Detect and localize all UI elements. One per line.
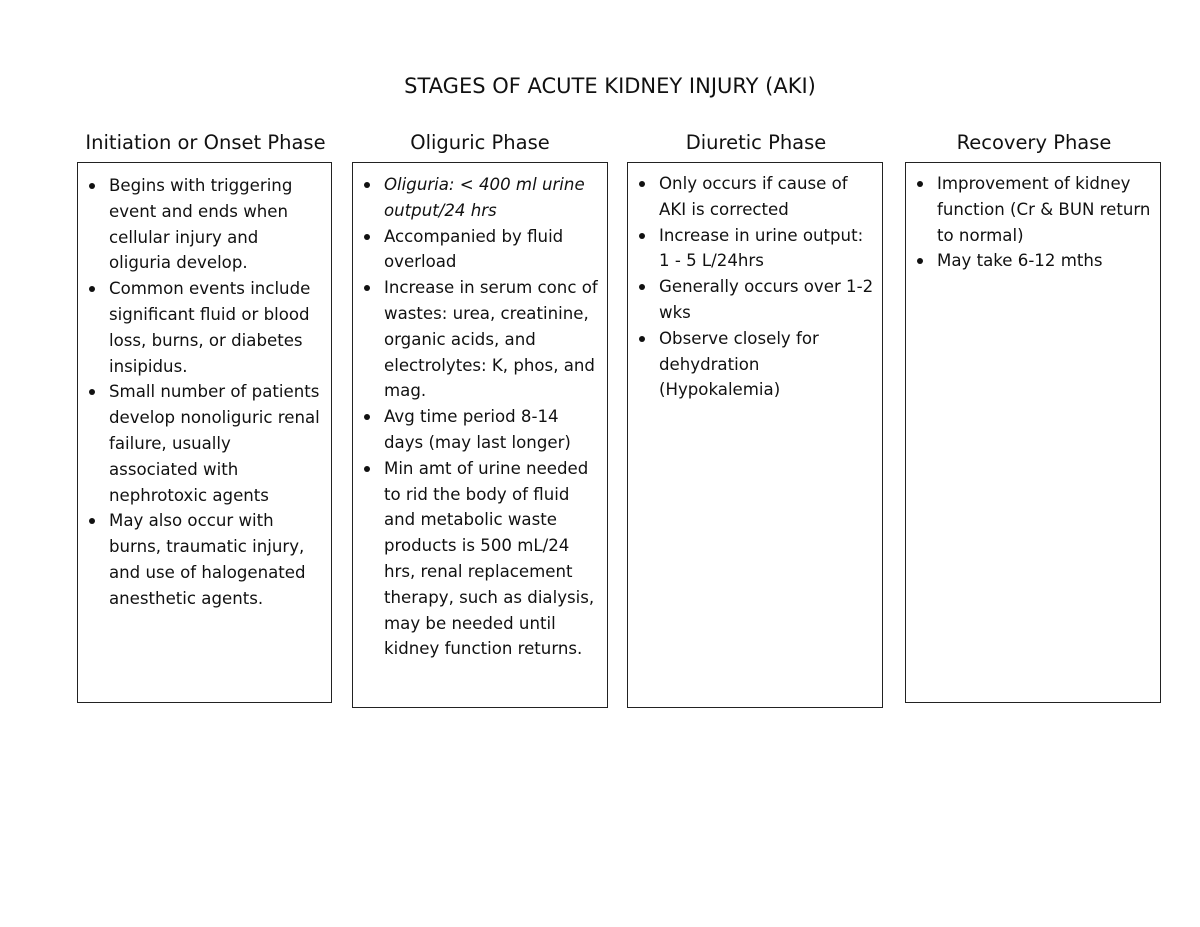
list-item: Increase in serum conc of wastes: urea, creatinine, organic acids, and electrolytes: K, phos, and mag. (354, 275, 599, 404)
diuretic-phase-heading: Diuretic Phase (685, 131, 827, 154)
list-item: May take 6-12 mths (907, 248, 1152, 274)
oliguric-phase-heading: Oliguric Phase (410, 131, 550, 154)
list-item (354, 172, 599, 224)
recovery-phase-box (905, 162, 1161, 703)
page-title: STAGES OF ACUTE KIDNEY INJURY (AKI) (404, 74, 816, 98)
oliguria-definition: Oliguria: < 400 ml urine output/24 hrs (384, 175, 585, 220)
list-item: Begins with triggering event and ends when cellular injury and oliguria develop. (79, 173, 323, 276)
initiation-phase-list (79, 173, 323, 612)
list-item: Accompanied by fluid overload (354, 224, 599, 276)
list-item: Observe closely for dehydration (Hypokalemia) (629, 326, 874, 403)
initiation-phase-heading: Initiation or Onset Phase (85, 131, 326, 154)
recovery-phase-heading: Recovery Phase (956, 131, 1112, 154)
list-item: Common events include significant fluid or blood loss, burns, or diabetes insipidus. (79, 276, 323, 379)
diuretic-phase-list (629, 171, 874, 403)
diuretic-phase-box (627, 162, 883, 708)
list-item: Increase in urine output: 1 - 5 L/24hrs (629, 223, 874, 275)
list-item: Only occurs if cause of AKI is corrected (629, 171, 874, 223)
list-item: Improvement of kidney function (Cr & BUN return to normal) (907, 171, 1152, 248)
list-item: Avg time period 8-14 days (may last longer) (354, 404, 599, 456)
oliguric-phase-list (354, 172, 599, 662)
list-item: May also occur with burns, traumatic injury, and use of halogenated anesthetic agents. (79, 508, 323, 611)
list-item: Min amt of urine needed to rid the body of fluid and metabolic waste products is 500 mL/24 hrs, renal replacement therapy, such as dialysis, may be needed until kidney function returns. (354, 456, 599, 662)
recovery-phase-list (907, 171, 1152, 274)
list-item: Generally occurs over 1-2 wks (629, 274, 874, 326)
list-item: Small number of patients develop nonoliguric renal failure, usually associated with nephrotoxic agents (79, 379, 323, 508)
initiation-phase-box (77, 162, 332, 703)
oliguric-phase-box (352, 162, 608, 708)
